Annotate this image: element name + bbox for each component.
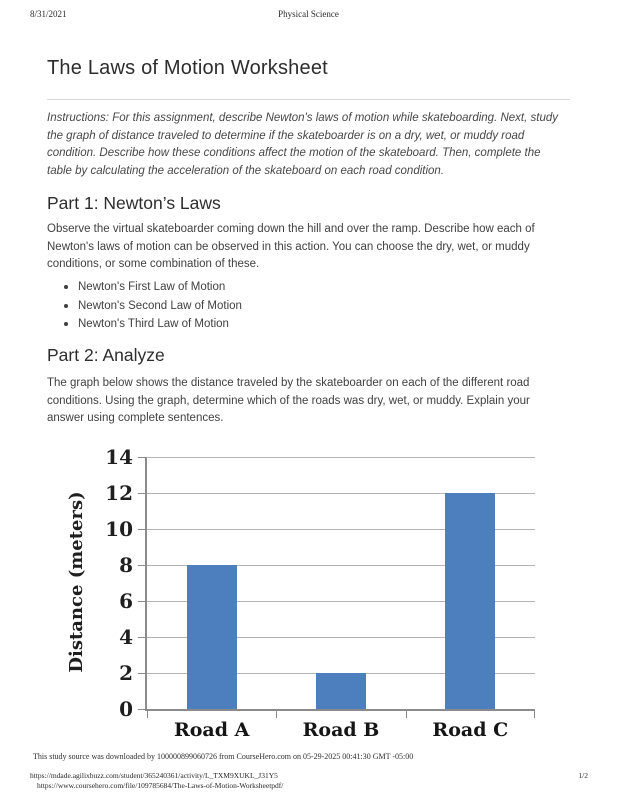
y-tick-label: 6: [119, 589, 133, 613]
x-tick-mark: [406, 711, 407, 718]
instructions-paragraph: Instructions: For this assignment, describe Newton's laws of motion while skateboarding. Next, study the graph of distance traveled to determine if the skateboarder is on a dry, wet, or muddy road condition. Describe how these conditions affect the motion of the skateboard. Then, complete the table by calculating the acceleration of the skateboard on each road condition.: [47, 112, 558, 177]
page-number: 1/2: [578, 771, 588, 780]
gridline: [147, 457, 535, 458]
y-tick-mark: [138, 457, 145, 458]
y-tick-mark: [138, 601, 145, 602]
list-item-label: Newton's First Law of Motion: [78, 281, 226, 293]
y-tick-label: 12: [105, 481, 133, 505]
coursehero-url-link[interactable]: https://www.coursehero.com/file/109785684/The-Laws-of-Motion-Worksheetpdf/: [37, 781, 284, 790]
part2-heading: Part 2: Analyze: [47, 345, 165, 365]
x-axis-category-label: Road C: [432, 719, 509, 741]
part1-paragraph: Observe the virtual skateboarder coming down the hill and over the ramp. Describe how each of Newton's laws of motion can be observed in this action. You can choose the dry, wet, or muddy conditions, or some combination of these.: [47, 223, 535, 270]
list-item: [64, 301, 242, 313]
bullet-icon: [64, 285, 68, 289]
x-tick-mark: [534, 711, 535, 718]
part2-paragraph: The graph below shows the distance traveled by the skateboarder on each of the different road conditions. Using the graph, determine which of the roads was dry, wet, or muddy. Explain your answer using complete sentences.: [47, 377, 530, 424]
y-tick-mark: [138, 493, 145, 494]
y-tick-label: 0: [119, 697, 133, 721]
y-tick-label: 8: [119, 553, 133, 577]
chart-bar: [316, 673, 366, 709]
list-item-label: Newton's Third Law of Motion: [78, 318, 229, 330]
y-tick-mark: [138, 529, 145, 530]
bullet-icon: [64, 304, 68, 308]
y-tick-label: 4: [119, 625, 133, 649]
x-axis-category-label: Road B: [302, 719, 380, 741]
list-item: [64, 319, 242, 331]
x-axis-category-label: Road A: [173, 719, 250, 741]
title-divider: [47, 99, 570, 100]
chart-bar: [187, 565, 237, 709]
y-tick-mark: [138, 637, 145, 638]
y-tick-mark: [138, 709, 145, 710]
activity-url-link[interactable]: https://mdade.agilixbuzz.com/student/365240361/activity/L_TXM9XUKL_J31Y5: [30, 771, 278, 780]
list-item-label: Newton's Second Law of Motion: [78, 299, 242, 312]
list-item: [64, 282, 242, 294]
y-tick-label: 2: [119, 661, 133, 685]
chart-bar: [445, 493, 495, 709]
y-tick-label: 10: [105, 517, 133, 541]
chart-plot-area: [105, 445, 535, 741]
y-tick-mark: [138, 673, 145, 674]
x-tick-mark: [147, 711, 148, 718]
x-tick-mark: [276, 711, 277, 718]
download-source-note: This study source was downloaded by 100000899060726 from CourseHero.com on 05-29-2025 00:41:30 GMT -05:00: [33, 752, 414, 761]
newtons-laws-list: [64, 282, 242, 338]
distance-bar-chart: [60, 445, 560, 757]
y-axis-title: Distance (meters): [66, 491, 87, 673]
y-tick-label: 14: [105, 445, 133, 469]
y-tick-mark: [138, 565, 145, 566]
page-title: The Laws of Motion Worksheet: [47, 57, 328, 79]
header-date: 8/31/2021: [30, 9, 67, 19]
header-course: Physical Science: [278, 9, 339, 19]
bullet-icon: [64, 322, 68, 326]
part1-heading: Part 1: Newton’s Laws: [47, 193, 221, 213]
